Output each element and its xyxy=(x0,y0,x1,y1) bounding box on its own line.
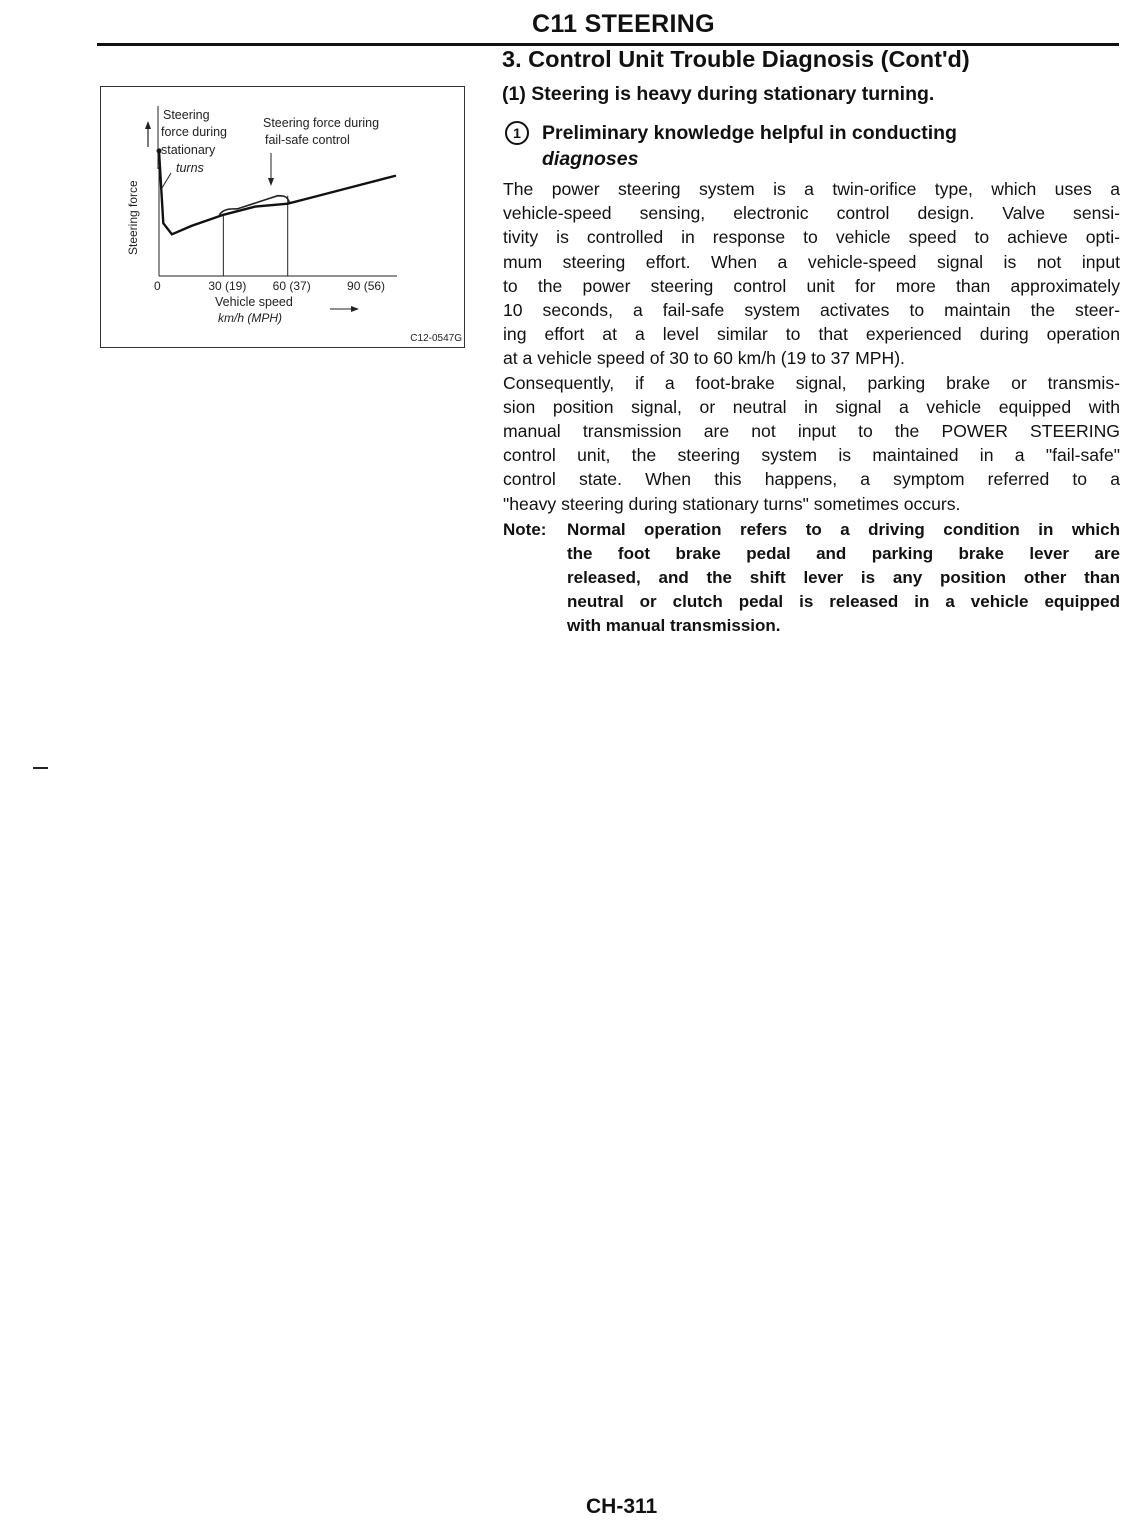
page-number: CH-311 xyxy=(586,1495,658,1518)
stationary-label-leader xyxy=(162,173,171,188)
x-axis-label-line2: km/h (MPH) xyxy=(218,311,282,325)
body-line: mum steering effort. When a vehicle-speed signal is not input xyxy=(503,251,1120,272)
note-label: Note: xyxy=(503,520,547,539)
body-line: 10 seconds, a fail-safe system activates to maintain the steer- xyxy=(503,300,1120,321)
body-line: to the power steering control unit for more than approximately xyxy=(503,275,1120,296)
x-origin-label: 0 xyxy=(154,279,161,293)
section-title: 3. Control Unit Trouble Diagnosis (Cont'd) xyxy=(502,46,970,72)
body-line: sion position signal, or neutral in signal a vehicle equipped with xyxy=(503,396,1120,417)
x-tick-label: 60 (37) xyxy=(272,279,311,293)
figure-code: C12-0547G xyxy=(410,333,462,344)
x-tick-label: 90 (56) xyxy=(347,279,386,293)
steering-force-chart xyxy=(101,87,466,349)
stationary-label-line4: turns xyxy=(176,161,204,175)
x-tick-label: 30 (19) xyxy=(208,279,247,293)
preliminary-heading-line2: diagnoses xyxy=(542,148,639,170)
steering-force-figure xyxy=(100,86,465,348)
note-line: Normal operation refers to a driving condition in which xyxy=(567,520,1120,539)
body-line: "heavy steering during stationary turns" sometimes occurs. xyxy=(503,493,961,514)
circled-number-badge: 1 xyxy=(505,121,529,145)
page-header-title: C11 STEERING xyxy=(532,10,715,38)
note-body xyxy=(567,518,1120,638)
body-paragraph xyxy=(503,177,1120,516)
margin-mark xyxy=(33,767,48,769)
stationary-label-line1: Steering xyxy=(163,108,210,122)
body-line: manual transmission are not input to the POWER STEERING xyxy=(503,421,1120,442)
note-line: released, and the shift lever is any position other than xyxy=(567,568,1120,587)
note-line: neutral or clutch pedal is released in a vehicle equipped xyxy=(567,592,1120,611)
note-line: the foot brake pedal and parking brake lever are xyxy=(567,544,1120,563)
stationary-label-line3: stationary xyxy=(161,143,216,157)
body-line: vehicle-speed sensing, electronic control design. Valve sensi- xyxy=(503,203,1120,224)
body-line: Consequently, if a foot-brake signal, parking brake or transmis- xyxy=(503,372,1120,393)
preliminary-heading-line1: Preliminary knowledge helpful in conducting xyxy=(542,122,957,144)
y-axis-label: Steering force xyxy=(126,180,140,255)
body-line: The power steering system is a twin-orifice type, which uses a xyxy=(503,179,1120,199)
failsafe-arrowhead xyxy=(268,178,274,186)
subsection-title: (1) Steering is heavy during stationary turning. xyxy=(502,83,935,105)
body-line: ing effort at a level similar to that experienced during operation xyxy=(503,324,1120,345)
note-line: with manual transmission. xyxy=(567,616,781,635)
failsafe-label-line1: Steering force during xyxy=(263,116,380,130)
preliminary-heading xyxy=(542,120,1102,172)
body-line: at a vehicle speed of 30 to 60 km/h (19 to 37 MPH). xyxy=(503,348,905,369)
body-line: tivity is controlled in response to vehicle speed to achieve opti- xyxy=(503,227,1120,248)
body-line: control unit, the steering system is maintained in a "fail-safe" xyxy=(503,445,1120,466)
x-axis-arrowhead xyxy=(351,306,359,312)
stationary-label-line2: force during xyxy=(161,125,228,139)
failsafe-label-line2: fail-safe control xyxy=(265,133,350,147)
y-axis-arrowhead xyxy=(145,121,151,129)
x-axis-label-line1: Vehicle speed xyxy=(215,295,293,309)
body-line: control state. When this happens, a symptom referred to a xyxy=(503,469,1120,490)
